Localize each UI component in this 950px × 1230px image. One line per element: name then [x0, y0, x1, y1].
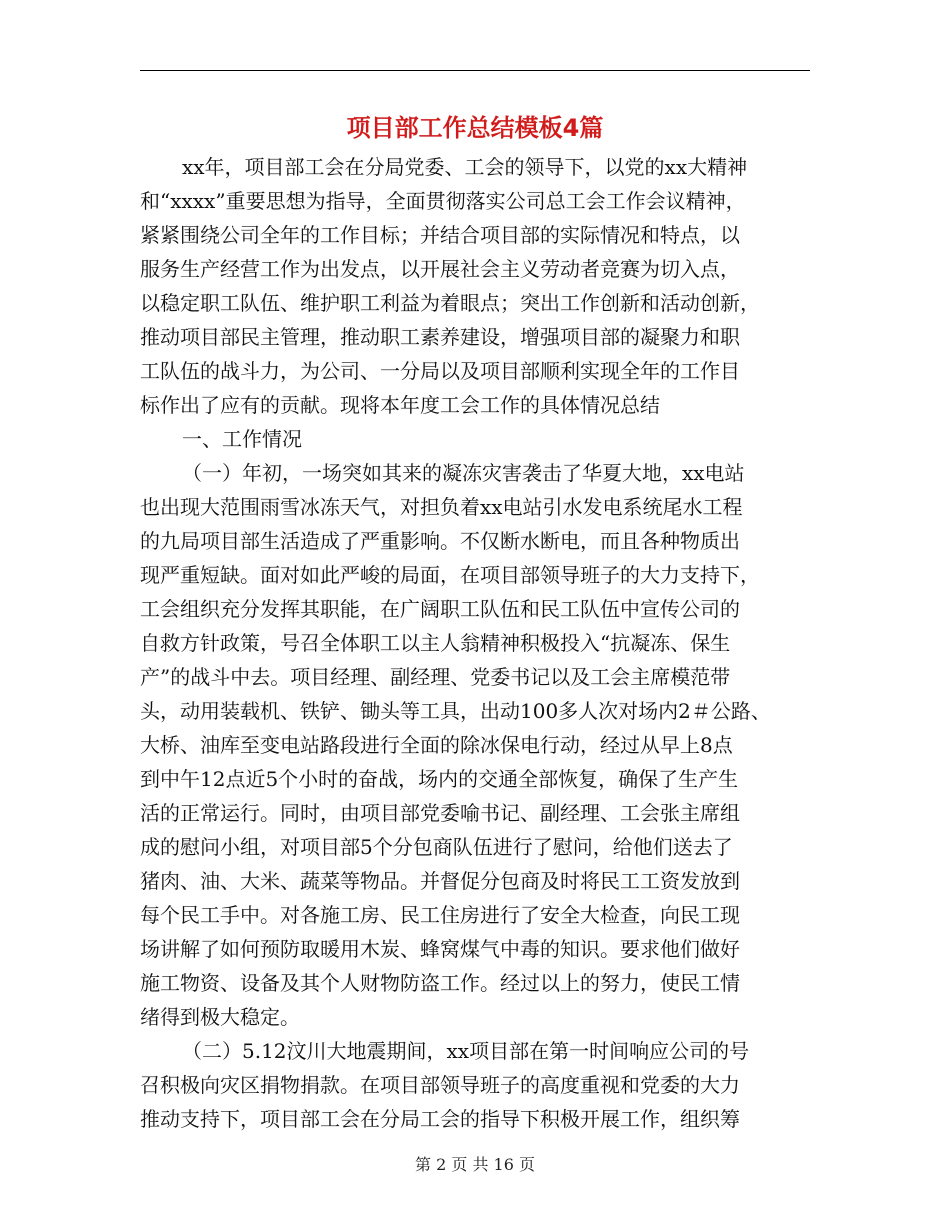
text-line: 猪肉、油、大米、蔬菜等物品。并督促分包商及时将民工工资发放到 [140, 869, 740, 893]
text-line: 头，动用装载机、铁铲、锄头等工具，出动100多人次对场内2＃公路、 [140, 699, 771, 723]
text-line: 和“xxxx”重要思想为指导，全面贯彻落实公司总工会工作会议精神， [140, 189, 746, 213]
text-line: 工队伍的战斗力，为公司、一分局以及项目部顺利实现全年的工作目 [140, 359, 740, 383]
text-line: 产”的战斗中去。项目经理、副经理、党委书记以及工会主席模范带 [140, 665, 731, 689]
text-line: 以稳定职工队伍、维护职工利益为着眼点；突出工作创新和活动创新， [140, 291, 760, 315]
text-line: 服务生产经营工作为出发点，以开展社会主义劳动者竞赛为切入点， [140, 257, 740, 281]
text-line: 到中午12点近5个小时的奋战，场内的交通全部恢复，确保了生产生 [140, 767, 739, 791]
text-line: 的九局项目部生活造成了严重影响。不仅断水断电，而且各种物质出 [140, 529, 740, 553]
text-line: 工会组织充分发挥其职能，在广阔职工队伍和民工队伍中宣传公司的 [140, 597, 740, 621]
text-line: 每个民工手中。对各施工房、民工住房进行了安全大检查，向民工现 [140, 903, 740, 927]
document-body [140, 150, 820, 1136]
document-title: 项目部工作总结模板4篇 [346, 114, 604, 142]
text-line: 施工物资、设备及其个人财物防盗工作。经过以上的努力，使民工情 [140, 971, 740, 995]
text-line: （一）年初，一场突如其来的凝冻灾害袭击了华夏大地，xx电站 [182, 461, 745, 485]
text-line: 大桥、油库至变电站路段进行全面的除冰保电行动，经过从早上8点 [140, 733, 733, 757]
text-line: 活的正常运行。同时，由项目部党委喻书记、副经理、工会张主席组 [140, 801, 740, 825]
text-line: 也出现大范围雨雪冰冻天气，对担负着xx电站引水发电系统尾水工程 [140, 495, 743, 519]
text-line: 绪得到极大稳定。 [140, 1005, 300, 1029]
text-line: 自救方针政策，号召全体职工以主人翁精神积极投入“抗凝冻、保生 [140, 631, 731, 655]
text-line: 推动项目部民主管理，推动职工素养建设，增强项目部的凝聚力和职 [140, 325, 740, 349]
text-line: xx年，项目部工会在分局党委、工会的领导下，以党的xx大精神 [182, 155, 748, 179]
header-rule [140, 70, 810, 71]
text-line: 推动支持下，项目部工会在分局工会的指导下积极开展工作，组织筹 [140, 1107, 740, 1131]
text-line: 场讲解了如何预防取暖用木炭、蜂窝煤气中毒的知识。要求他们做好 [140, 937, 740, 961]
text-line: 成的慰问小组，对项目部5个分包商队伍进行了慰问，给他们送去了 [140, 835, 733, 859]
text-line: 一、工作情况 [182, 427, 302, 451]
text-line: 现严重短缺。面对如此严峻的局面，在项目部领导班子的大力支持下， [140, 563, 760, 587]
text-line: 紧紧围绕公司全年的工作目标；并结合项目部的实际情况和特点，以 [140, 223, 740, 247]
page-footer: 第 2 页 共 16 页 [415, 1155, 535, 1174]
text-line: 标作出了应有的贡献。现将本年度工会工作的具体情况总结 [140, 393, 660, 417]
text-line: （二）5.12汶川大地震期间，xx项目部在第一时间响应公司的号 [182, 1039, 750, 1063]
text-line: 召积极向灾区捐物捐款。在项目部领导班子的高度重视和党委的大力 [140, 1073, 740, 1097]
